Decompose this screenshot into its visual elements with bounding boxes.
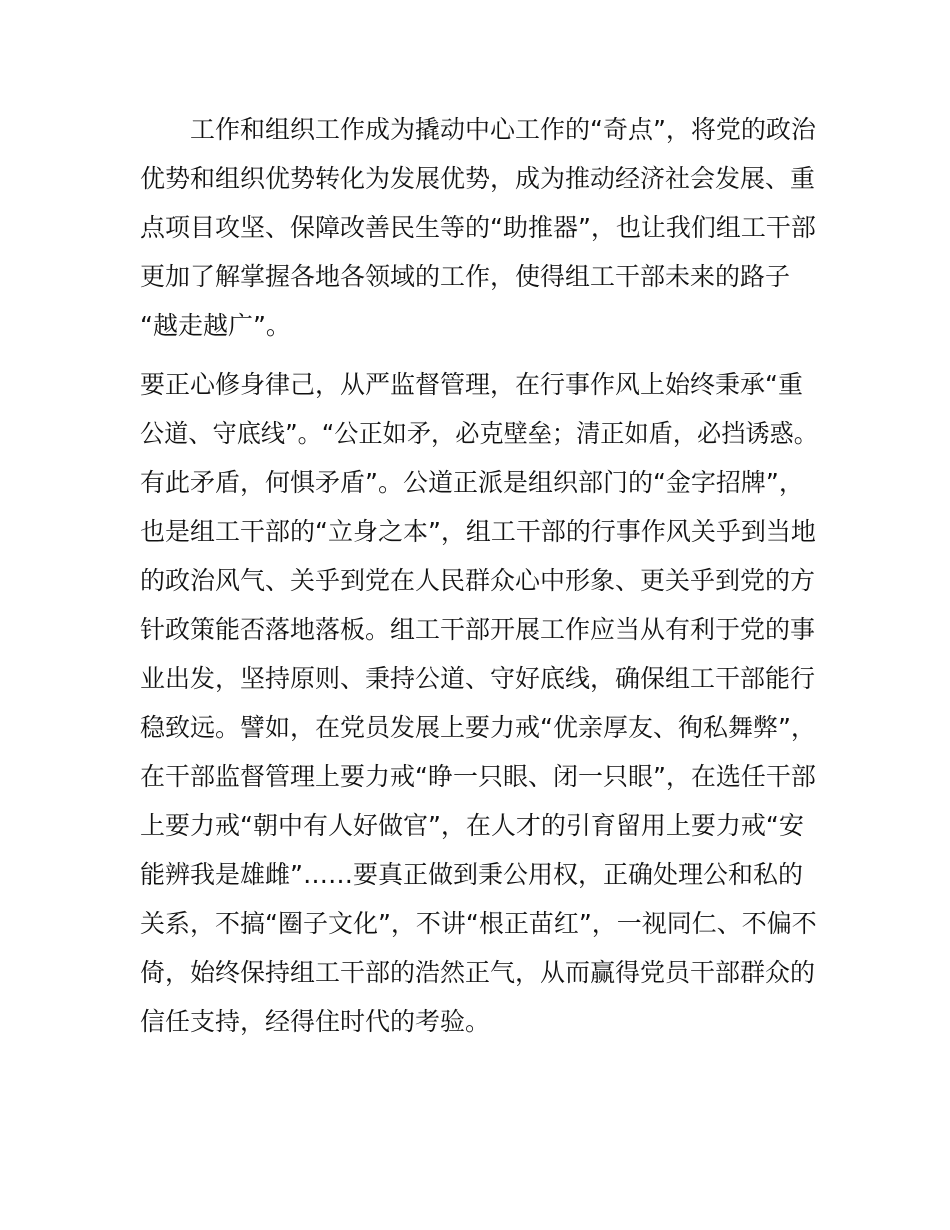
text-line: 关系，不搞“圈子文化”，不讲“根正苗红”，一视同仁、不偏不 (140, 909, 817, 938)
text-line: 针政策能否落地落板。组工干部开展工作应当从有利于党的事 (140, 615, 816, 644)
text-line: 工作和组织工作成为撬动中心工作的“奇点”，将党的政治 (190, 115, 816, 144)
text-line: 更加了解掌握各地各领域的工作，使得组工干部未来的路子 (140, 262, 791, 291)
text-line: 的政治风气、关乎到党在人民群众心中形象、更关乎到党的方 (140, 566, 816, 595)
text-line: 倚，始终保持组工干部的浩然正气，从而赢得党员干部群众的 (140, 958, 816, 987)
text-line: 要正心修身律己，从严监督管理，在行事作风上始终秉承“重 (140, 370, 803, 399)
text-line: 公道、守底线”。“公正如矛，必克壁垒；清正如盾，必挡诱惑。 (140, 419, 818, 448)
text-line: 在干部监督管理上要力戒“睁一只眼、闭一只眼”，在选任干部 (140, 762, 816, 791)
text-line: 稳致远。譬如，在党员发展上要力戒“优亲厚友、徇私舞弊”， (140, 713, 816, 742)
text-line: 优势和组织优势转化为发展优势，成为推动经济社会发展、重 (140, 164, 816, 193)
text-line: 信任支持，经得住时代的考验。 (140, 1007, 491, 1036)
text-line: 业出发，坚持原则、秉持公道、守好底线，确保组工干部能行 (140, 664, 816, 693)
text-line: 点项目攻坚、保障改善民生等的“助推器”，也让我们组工干部 (140, 213, 816, 242)
text-line: 能辨我是雄雌”……要真正做到秉公用权，正确处理公和私的 (140, 860, 803, 889)
text-line: “越走越广”。 (140, 311, 291, 340)
text-line: 有此矛盾，何惧矛盾”。公道正派是组织部门的“金字招牌”， (140, 468, 804, 497)
text-line: 也是组工干部的“立身之本”，组工干部的行事作风关乎到当地 (140, 517, 816, 546)
text-line: 上要力戒“朝中有人好做官”，在人才的引育留用上要力戒“安 (140, 811, 804, 840)
